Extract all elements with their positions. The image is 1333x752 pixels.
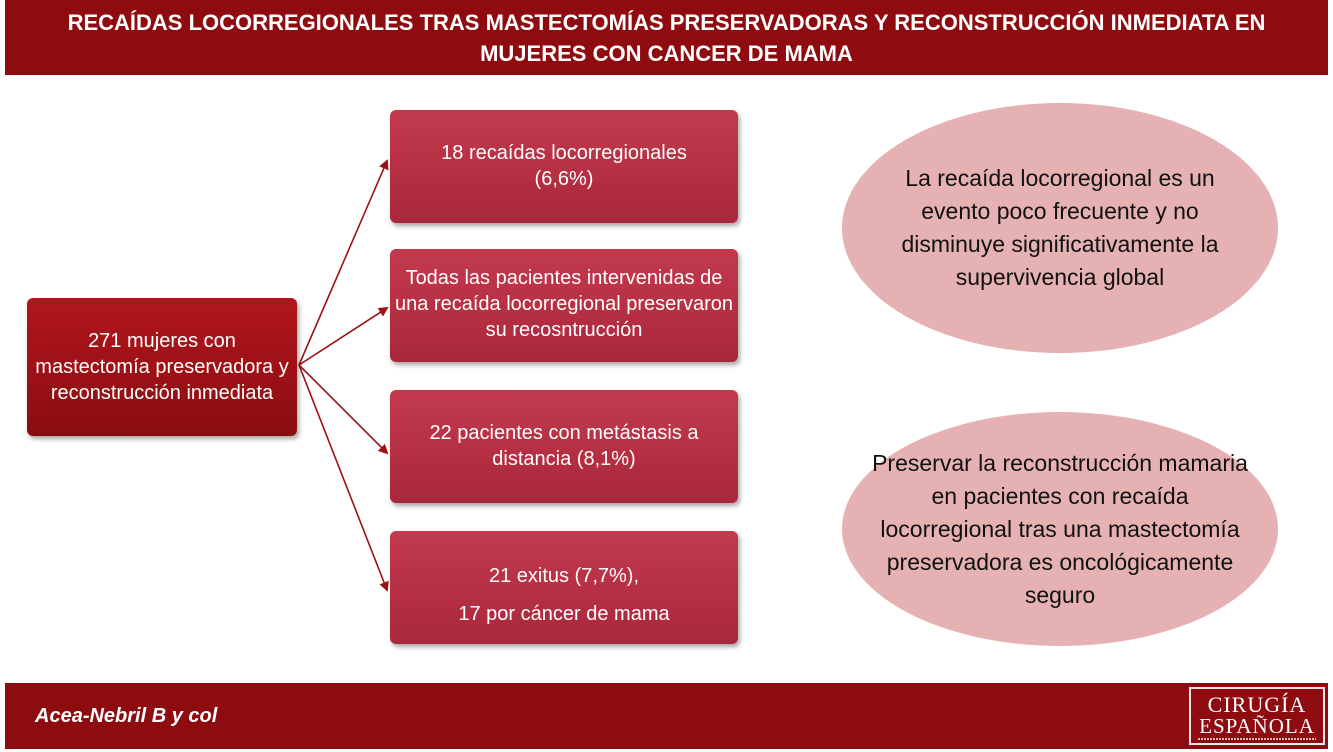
conclusion-ellipse-survival bbox=[842, 103, 1278, 353]
result-box-relapses bbox=[390, 110, 738, 223]
result-text: 18 recaídas locorregionales bbox=[441, 142, 687, 164]
conclusion-text: Preservar la reconstrucción mamaria en pacientes con recaída locorregional tras una mastectomía preservadora es oncológicamente seguro bbox=[872, 449, 1248, 608]
result-text: Todas las pacientes intervenidas de una recaída locorregional preservaron su recosntrucción bbox=[395, 267, 733, 341]
arrow-to-result-2 bbox=[299, 308, 387, 365]
conclusion-text: La recaída locorregional es un evento poco frecuente y no disminuye significativamente la supervivencia global bbox=[901, 165, 1219, 290]
arrow-to-result-1 bbox=[299, 161, 387, 365]
journal-logo bbox=[1189, 687, 1325, 745]
result-box-metastasis bbox=[390, 390, 738, 503]
result-text: 21 exitus (7,7%), bbox=[488, 565, 640, 587]
result-box-exitus bbox=[390, 531, 738, 644]
source-text: 271 mujeres con mastectomía preservadora y reconstrucción inmediata bbox=[35, 330, 289, 404]
conclusion-ellipse-safety bbox=[842, 412, 1278, 646]
arrow-to-result-4 bbox=[299, 365, 387, 590]
result-text: 17 por cáncer de mama bbox=[458, 603, 670, 625]
result-box-reconstruction bbox=[390, 249, 738, 362]
source-box bbox=[27, 298, 297, 436]
logo-fine-print bbox=[1198, 738, 1316, 740]
logo-text-top: CIRUGÍA bbox=[1207, 692, 1307, 717]
result-text: (6,6%) bbox=[534, 168, 594, 190]
author-credit: Acea-Nebril B y col bbox=[35, 705, 218, 727]
page-title: RECAÍDAS LOCORREGIONALES TRAS MASTECTOMÍAS PRESERVADORAS Y RECONSTRUCCIÓN INMEDIATA EN MUJERES CON CANCER DE MAMA bbox=[67, 9, 1266, 66]
result-text: 22 pacientes con metástasis a distancia (8,1%) bbox=[429, 422, 699, 470]
footer-banner bbox=[5, 683, 1328, 749]
logo-text-bottom: ESPAÑOLA bbox=[1199, 714, 1315, 738]
arrow-to-result-3 bbox=[299, 365, 387, 453]
header-banner bbox=[5, 0, 1328, 75]
